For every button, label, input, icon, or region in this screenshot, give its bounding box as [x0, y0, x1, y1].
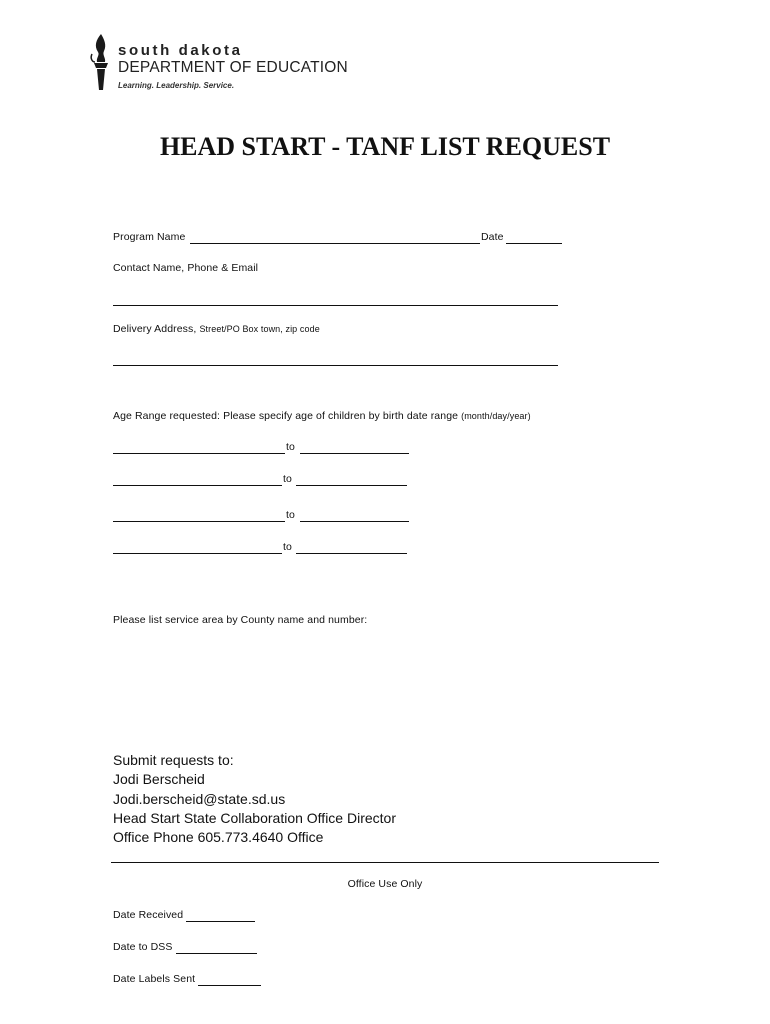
logo-department-name: DEPARTMENT OF EDUCATION [118, 59, 348, 76]
age-range-2-to: to [283, 473, 292, 485]
age-range-3-to: to [286, 509, 295, 521]
county-label: Please list service area by County name and number: [113, 614, 368, 626]
age-range-4-start-field[interactable] [113, 553, 282, 554]
date-to-dss-label: Date to DSS [113, 941, 173, 953]
department-logo [88, 32, 352, 94]
delivery-address-label [113, 323, 320, 335]
age-range-label [113, 410, 531, 422]
program-name-field[interactable] [190, 243, 480, 244]
age-range-4-end-field[interactable] [296, 553, 407, 554]
submit-heading: Submit requests to: [113, 752, 234, 768]
office-use-divider [111, 862, 659, 863]
office-use-heading: Office Use Only [347, 878, 423, 890]
contact-email[interactable]: Jodi.berscheid@state.sd.us [113, 790, 286, 807]
age-range-1-to: to [286, 441, 295, 453]
age-range-4-to: to [283, 541, 292, 553]
delivery-address-label-text: Delivery Address, [113, 323, 197, 335]
age-range-1-start-field[interactable] [113, 453, 285, 454]
age-range-hint: (month/day/year) [461, 411, 531, 421]
logo-tagline: Learning. Leadership. Service. [118, 81, 235, 90]
date-label: Date [481, 231, 504, 243]
age-range-2-end-field[interactable] [296, 485, 407, 486]
delivery-address-hint: Street/PO Box town, zip code [199, 324, 320, 334]
date-received-field[interactable] [186, 921, 255, 922]
age-range-2-start-field[interactable] [113, 485, 282, 486]
date-labels-sent-field[interactable] [198, 985, 261, 986]
program-name-label: Program Name [113, 231, 186, 243]
date-received-label: Date Received [113, 909, 184, 921]
age-range-1-end-field[interactable] [300, 453, 409, 454]
contact-label: Contact Name, Phone & Email [113, 262, 259, 274]
logo-state-name: south dakota [118, 42, 243, 59]
age-range-3-end-field[interactable] [300, 521, 409, 522]
date-labels-sent-label: Date Labels Sent [113, 973, 196, 985]
contact-phone: Office Phone 605.773.4640 Office [113, 829, 324, 846]
contact-field[interactable] [113, 305, 558, 306]
delivery-address-field[interactable] [113, 365, 558, 366]
torch-icon [88, 32, 114, 94]
age-range-3-start-field[interactable] [113, 521, 285, 522]
contact-person-name: Jodi Berscheid [113, 771, 205, 788]
age-range-label-text: Age Range requested: Please specify age of children by birth date range [113, 410, 459, 422]
contact-title: Head Start State Collaboration Office Director [113, 809, 396, 826]
date-to-dss-field[interactable] [176, 953, 257, 954]
submit-section [113, 751, 396, 847]
page-title: HEAD START - TANF LIST REQUEST [159, 132, 611, 161]
date-field[interactable] [506, 243, 562, 244]
